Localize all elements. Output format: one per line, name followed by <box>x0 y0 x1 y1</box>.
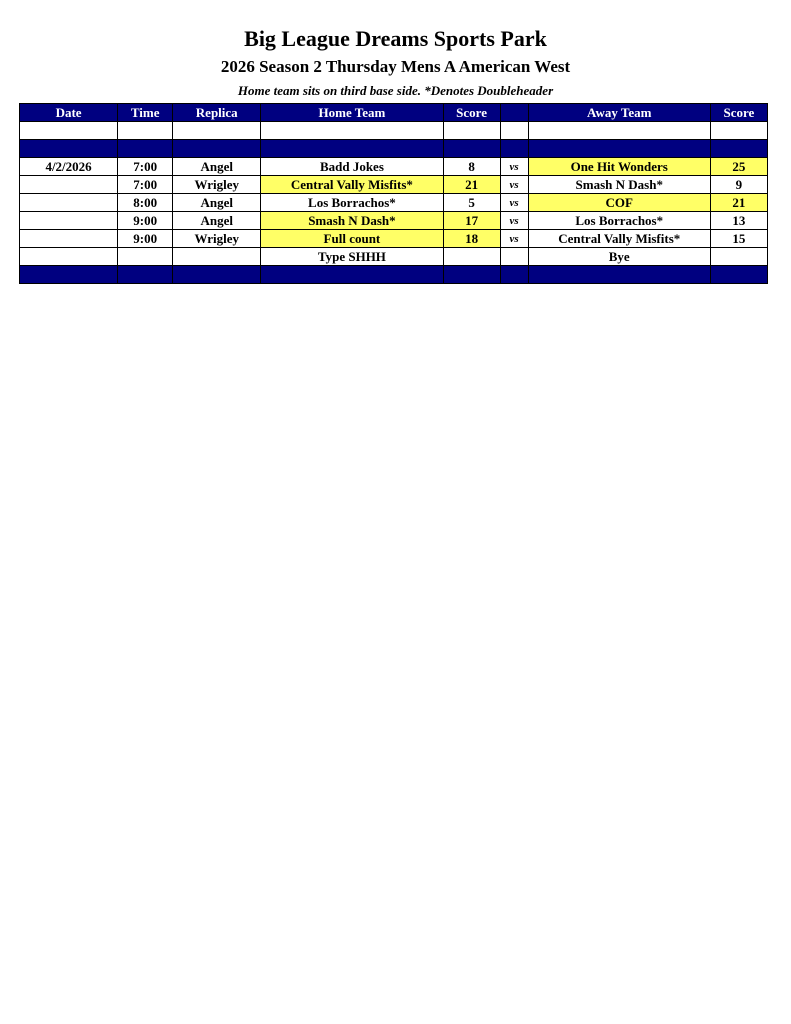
game-row <box>20 176 768 194</box>
home-score: 18 <box>443 230 500 248</box>
home-score: 21 <box>443 176 500 194</box>
vs-label: vs <box>500 176 528 194</box>
home-score: 17 <box>443 212 500 230</box>
col-header-date: Date <box>20 104 118 122</box>
away-score: 21 <box>710 194 767 212</box>
game-replica: Angel <box>173 212 261 230</box>
band-cell <box>500 140 528 158</box>
header-row <box>20 104 768 122</box>
empty-cell <box>173 122 261 140</box>
game-time: 9:00 <box>118 212 173 230</box>
vs-label: vs <box>500 158 528 176</box>
band-cell <box>20 266 118 284</box>
away-score: 13 <box>710 212 767 230</box>
away-score: 9 <box>710 176 767 194</box>
home-team: Full count <box>261 230 443 248</box>
game-date <box>20 212 118 230</box>
game-replica: Angel <box>173 194 261 212</box>
home-team: Los Borrachos* <box>261 194 443 212</box>
band-cell <box>173 140 261 158</box>
game-date: 4/2/2026 <box>20 158 118 176</box>
game-row <box>20 158 768 176</box>
col-header-time: Time <box>118 104 173 122</box>
bye-row <box>20 248 768 266</box>
away-score: 25 <box>710 158 767 176</box>
away-team: Smash N Dash* <box>528 176 710 194</box>
empty-cell <box>261 122 443 140</box>
empty-cell <box>20 122 118 140</box>
empty-cell <box>20 248 118 266</box>
col-header-home-score: Score <box>443 104 500 122</box>
vs-label: vs <box>500 212 528 230</box>
band-cell <box>528 140 710 158</box>
away-score: 15 <box>710 230 767 248</box>
game-row <box>20 194 768 212</box>
game-date <box>20 194 118 212</box>
band-cell <box>528 266 710 284</box>
away-team: Los Borrachos* <box>528 212 710 230</box>
empty-cell <box>528 122 710 140</box>
band-cell <box>261 266 443 284</box>
bye-label: Bye <box>528 248 710 266</box>
page-subtitle: 2026 Season 2 Thursday Mens A American West <box>220 57 571 76</box>
page-title: Big League Dreams Sports Park <box>244 26 547 51</box>
game-date <box>20 230 118 248</box>
band-cell <box>443 266 500 284</box>
band-cell <box>443 140 500 158</box>
bye-home-team: Type SHHH <box>261 248 443 266</box>
spacer-row <box>20 122 768 140</box>
col-header-replica: Replica <box>173 104 261 122</box>
home-team: Smash N Dash* <box>261 212 443 230</box>
col-header-away-score: Score <box>710 104 767 122</box>
col-header-home-team: Home Team <box>261 104 443 122</box>
empty-cell <box>173 248 261 266</box>
away-team: COF <box>528 194 710 212</box>
home-team: Central Vally Misfits* <box>261 176 443 194</box>
band-cell <box>261 140 443 158</box>
divider-band-row <box>20 140 768 158</box>
empty-cell <box>710 248 767 266</box>
game-row <box>20 212 768 230</box>
empty-cell <box>443 248 500 266</box>
band-cell <box>118 266 173 284</box>
game-row <box>20 230 768 248</box>
empty-cell <box>500 248 528 266</box>
game-time: 8:00 <box>118 194 173 212</box>
home-score: 8 <box>443 158 500 176</box>
away-team: One Hit Wonders <box>528 158 710 176</box>
vs-label: vs <box>500 194 528 212</box>
game-time: 7:00 <box>118 176 173 194</box>
home-team: Badd Jokes <box>261 158 443 176</box>
page-note: Home team sits on third base side. *Denotes Doubleheader <box>237 83 554 98</box>
col-header-away-team: Away Team <box>528 104 710 122</box>
away-team: Central Vally Misfits* <box>528 230 710 248</box>
game-replica: Angel <box>173 158 261 176</box>
col-header-vs <box>500 104 528 122</box>
vs-label: vs <box>500 230 528 248</box>
empty-cell <box>710 122 767 140</box>
band-cell <box>710 266 767 284</box>
game-replica: Wrigley <box>173 176 261 194</box>
footer-band-row <box>20 266 768 284</box>
empty-cell <box>500 122 528 140</box>
band-cell <box>173 266 261 284</box>
band-cell <box>710 140 767 158</box>
game-date <box>20 176 118 194</box>
schedule-table <box>19 103 768 284</box>
empty-cell <box>118 248 173 266</box>
game-time: 7:00 <box>118 158 173 176</box>
band-cell <box>118 140 173 158</box>
game-replica: Wrigley <box>173 230 261 248</box>
home-score: 5 <box>443 194 500 212</box>
band-cell <box>500 266 528 284</box>
empty-cell <box>443 122 500 140</box>
band-cell <box>20 140 118 158</box>
empty-cell <box>118 122 173 140</box>
game-time: 9:00 <box>118 230 173 248</box>
